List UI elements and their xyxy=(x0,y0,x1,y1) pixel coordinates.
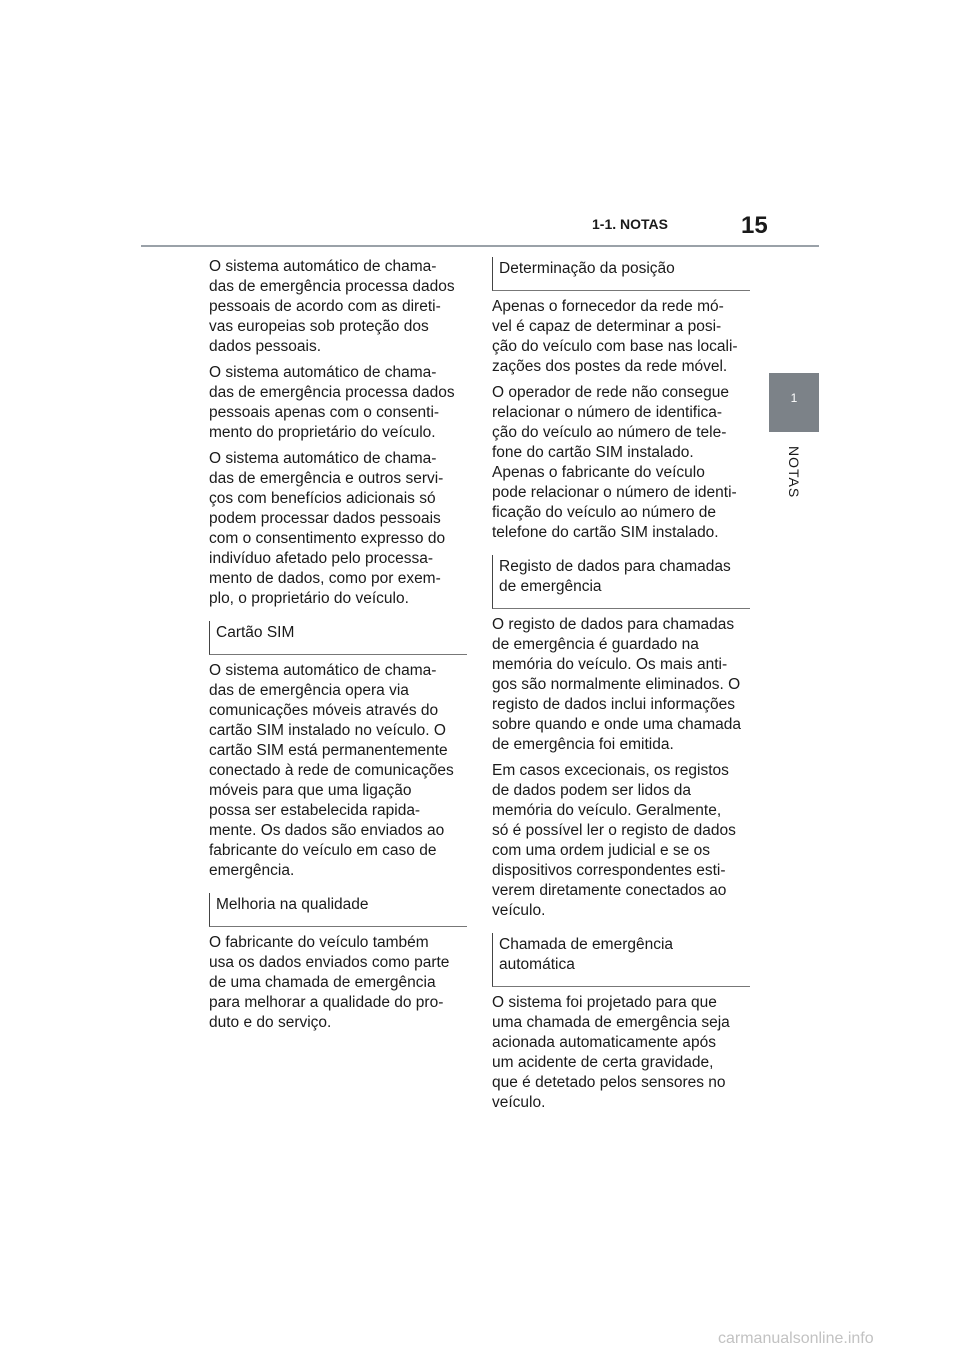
section-heading-sim: Cartão SIM xyxy=(209,621,467,655)
section-heading-record: Registo de dados para chamadas de emergência xyxy=(492,555,750,609)
section-title: 1-1. NOTAS xyxy=(592,216,668,232)
paragraph: O sistema automático de chama- das de emergência processa dados pessoais de acordo com as direti- vas europeias sob proteção dos dados pessoais. xyxy=(209,258,455,355)
section-heading-position: Determinação da posição xyxy=(492,257,750,291)
chapter-tab-number: 1 xyxy=(790,391,798,405)
paragraph: O sistema automático de chama- das de emergência e outros servi- ços com benefícios adicionais só podem processar dados pessoais com o consentimento expresso do indivíduo afetado pelo processa- mento de dados, como por exem- plo, o proprietário do veículo. xyxy=(209,450,446,607)
paragraph: O registo de dados para chamadas de emergência é guardado na memória do veículo. Os mais anti- gos são normalmente eliminados. O registo de dados inclui informações sobre quando e onde uma chamada de emergência foi emitida. xyxy=(492,616,742,753)
paragraph: Apenas o fornecedor da rede mó- vel é capaz de determinar a posi- ção do veículo com base nas locali- zações dos postes da rede móvel. xyxy=(492,298,738,375)
section-heading-quality: Melhoria na qualidade xyxy=(209,893,467,927)
left-column xyxy=(209,257,467,1039)
chapter-tab-label: NOTAS xyxy=(786,446,802,499)
paragraph: O sistema foi projetado para que uma chamada de emergência seja acionada automaticamente após um acidente de certa gravidade, que é detetado pelos sensores no veículo. xyxy=(492,994,730,1111)
paragraph: O operador de rede não consegue relacionar o número de identifica- ção do veículo ao número de tele- fone do cartão SIM instalado. Apenas o fabricante do veículo pode relacionar o número de identi- ficação do veículo ao número de telefone do cartão SIM instalado. xyxy=(492,384,737,541)
paragraph: O sistema automático de chama- das de emergência processa dados pessoais apenas com o consenti- mento do proprietário do veículo. xyxy=(209,364,455,441)
paragraph: O sistema automático de chama- das de emergência opera via comunicações móveis através do cartão SIM instalado no veículo. O cartão SIM está permanentemente conectado à rede de comunicações móveis para que uma ligação possa ser estabelecida rapida- mente. Os dados são enviados ao fabricante do veículo em caso de emergência. xyxy=(209,662,454,879)
paragraph: O fabricante do veículo também usa os dados enviados como parte de uma chamada de emergência para melhorar a qualidade do pro- duto e do serviço. xyxy=(209,934,450,1031)
header-divider xyxy=(141,245,819,247)
right-column xyxy=(492,257,750,1119)
paragraph: Em casos excecionais, os registos de dados podem ser lidos da memória do veículo. Geralmente, só é possível ler o registo de dados com uma ordem judicial e se os dispositivos correspondentes esti- verem diretamente conectados ao veículo. xyxy=(492,762,736,919)
section-heading-auto-call: Chamada de emergência automática xyxy=(492,933,750,987)
watermark-text: carmanualsonline.info xyxy=(718,1330,874,1347)
page-number: 15 xyxy=(741,212,768,239)
